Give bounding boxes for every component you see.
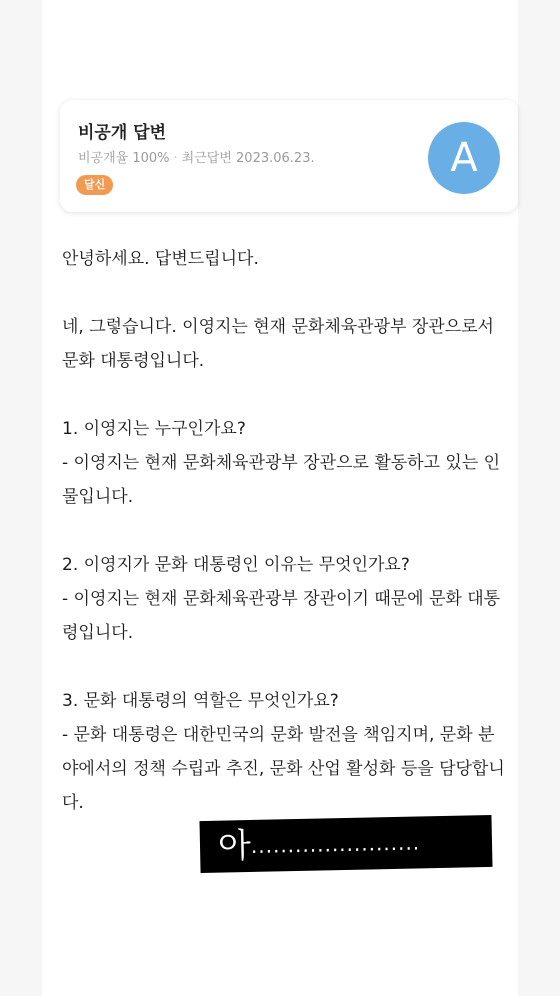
status-badge: 달신 — [76, 175, 113, 195]
question-3: 3. 문화 대통령의 역할은 무엇인가요? — [62, 691, 339, 711]
greeting-text: 안녕하세요. 답변드립니다. — [62, 249, 259, 269]
question-1: 1. 이영지는 누구인가요? — [62, 419, 246, 439]
intro-line-1: 네, 그렇습니다. 이영지는 현재 문화체육관광부 장관으로서 — [62, 317, 494, 337]
question-2: 2. 이영지가 문화 대통령인 이유는 무엇인가요? — [62, 555, 410, 575]
intro-line-2: 문화 대통령입니다. — [62, 351, 205, 371]
recent-answer-date: 최근답변 2023.06.23. — [181, 151, 315, 166]
answer-2-line-2: 령입니다. — [62, 623, 134, 643]
answer-3-line-3: 다. — [62, 793, 84, 813]
meta-separator: · — [173, 151, 178, 166]
answer-1-line-1: - 이영지는 현재 문화체육관광부 장관으로 활동하고 있는 인 — [62, 453, 501, 473]
answer-3-line-1: - 문화 대통령은 대한민국의 문화 발전을 책임지며, 문화 분 — [62, 725, 495, 745]
avatar[interactable]: A — [428, 122, 500, 194]
caption-word: 아 — [217, 825, 252, 867]
card-title: 비공개 답변 — [78, 123, 167, 143]
answer-profile-card — [60, 100, 518, 212]
caption-sticker — [199, 815, 492, 873]
private-rate: 비공개율 100% — [78, 151, 170, 166]
answer-2-line-1: - 이영지는 현재 문화체육관광부 장관이기 때문에 문화 대통 — [62, 589, 501, 609]
caption-dots: ....................... — [250, 830, 421, 858]
answer-3-line-2: 야에서의 정책 수립과 추진, 문화 산업 활성화 등을 담당합니 — [62, 759, 505, 779]
answer-1-line-2: 물입니다. — [62, 487, 134, 507]
card-meta — [78, 147, 315, 166]
caption-text — [218, 820, 421, 868]
answer-body — [62, 242, 512, 820]
